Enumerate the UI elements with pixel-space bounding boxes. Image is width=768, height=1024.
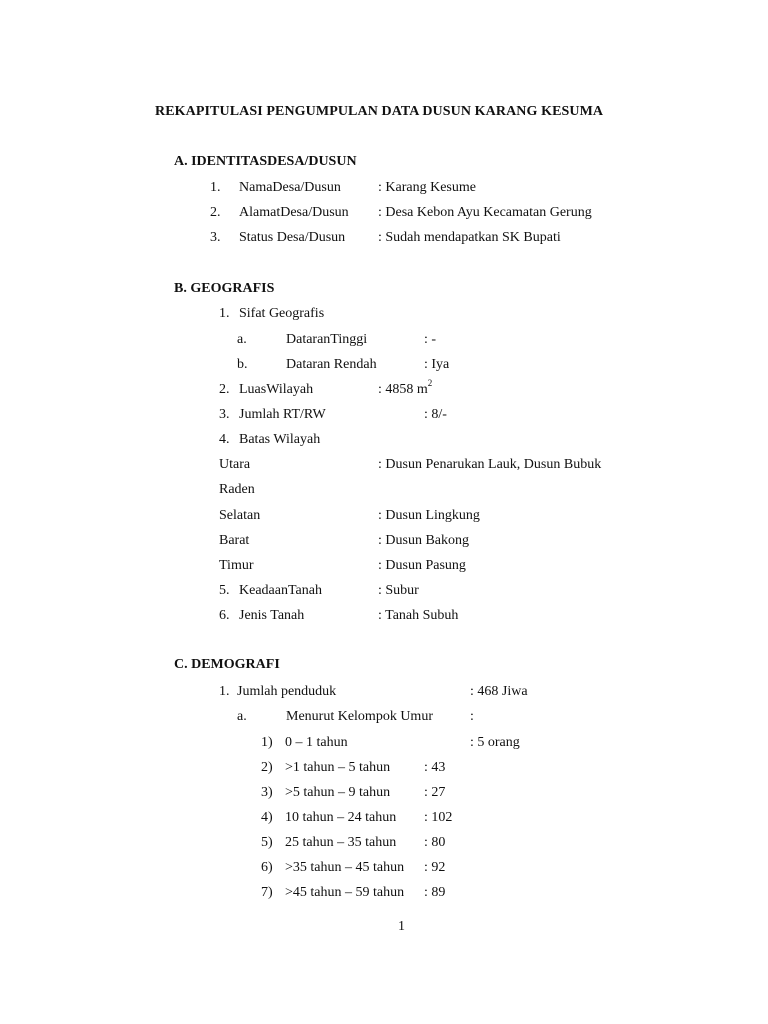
sifat-item-value: : Iya	[424, 357, 450, 372]
identity-item-number: 1.	[210, 180, 221, 195]
geo-item-label: Jenis Tanah	[239, 608, 305, 623]
sifat-item-label: DataranTinggi	[286, 332, 368, 347]
age-group-number: 5)	[261, 835, 273, 850]
batas-item-value: : Dusun Penarukan Lauk, Dusun Bubuk	[378, 457, 602, 472]
batas-item-label: Timur	[219, 558, 254, 573]
demo-item-label: Jumlah penduduk	[237, 684, 337, 699]
batas-item-continuation: Raden	[219, 482, 255, 497]
identity-item-label: AlamatDesa/Dusun	[239, 205, 349, 220]
demo-subitem-value: :	[470, 709, 474, 724]
sifat-item-letter: a.	[237, 332, 247, 347]
age-group-value: : 89	[424, 885, 446, 900]
demo-item-value: : 468 Jiwa	[470, 684, 528, 699]
age-group-value: : 5 orang	[470, 735, 520, 750]
batas-item-label: Selatan	[219, 508, 261, 523]
identity-item-label: NamaDesa/Dusun	[239, 180, 341, 195]
document-title: REKAPITULASI PENGUMPULAN DATA DUSUN KARANG KESUMA	[155, 104, 604, 119]
age-group-label: >5 tahun – 9 tahun	[285, 785, 391, 800]
page-number: 1	[398, 919, 405, 934]
geo-item-number: 6.	[219, 608, 230, 623]
sifat-item-letter: b.	[237, 357, 248, 372]
section-c-heading: C. DEMOGRAFI	[174, 657, 280, 672]
sifat-item-label: Dataran Rendah	[286, 357, 377, 372]
age-group-number: 7)	[261, 885, 273, 900]
geo-item-label: LuasWilayah	[239, 382, 314, 397]
batas-item-value: : Dusun Lingkung	[378, 508, 480, 523]
age-group-number: 2)	[261, 760, 273, 775]
geo-item-number: 2.	[219, 382, 230, 397]
geo-item-label: Sifat Geografis	[239, 306, 325, 321]
age-group-number: 6)	[261, 860, 273, 875]
geo-item-number: 4.	[219, 432, 230, 447]
identity-item-number: 3.	[210, 230, 221, 245]
age-group-label: 25 tahun – 35 tahun	[285, 835, 397, 850]
age-group-number: 4)	[261, 810, 273, 825]
batas-item-value: : Dusun Pasung	[378, 558, 466, 573]
age-group-number: 1)	[261, 735, 273, 750]
identity-item-number: 2.	[210, 205, 221, 220]
geo-item-number: 1.	[219, 306, 230, 321]
age-group-value: : 102	[424, 810, 453, 825]
age-group-label: >35 tahun – 45 tahun	[285, 860, 405, 875]
luas-wilayah-unit-exponent: 2	[427, 378, 433, 389]
demo-item-number: 1.	[219, 684, 230, 699]
age-group-value: : 43	[424, 760, 446, 775]
identity-item-value: : Desa Kebon Ayu Kecamatan Gerung	[378, 205, 592, 220]
age-group-value: : 27	[424, 785, 446, 800]
sifat-item-value: : -	[424, 332, 437, 347]
section-a-heading: A. IDENTITASDESA/DUSUN	[174, 154, 357, 169]
luas-wilayah-value	[378, 378, 433, 399]
geo-item-label: Jumlah RT/RW	[239, 407, 326, 422]
geo-item-label: KeadaanTanah	[239, 583, 322, 598]
geo-item-value: : Tanah Subuh	[378, 608, 459, 623]
age-group-label: 0 – 1 tahun	[285, 735, 348, 750]
age-group-value: : 80	[424, 835, 446, 850]
age-group-label: >1 tahun – 5 tahun	[285, 760, 391, 775]
geo-item-number: 5.	[219, 583, 230, 598]
geo-item-value: : 8/-	[424, 407, 447, 422]
geo-item-label: Batas Wilayah	[239, 432, 321, 447]
geo-item-value: : Subur	[378, 583, 419, 598]
luas-wilayah-text: : 4858 m	[378, 382, 428, 397]
demo-subitem-letter: a.	[237, 709, 247, 724]
batas-item-label: Utara	[219, 457, 251, 472]
age-group-number: 3)	[261, 785, 273, 800]
age-group-label: >45 tahun – 59 tahun	[285, 885, 405, 900]
age-group-value: : 92	[424, 860, 446, 875]
identity-item-label: Status Desa/Dusun	[239, 230, 346, 245]
section-b-heading: B. GEOGRAFIS	[174, 281, 275, 296]
geo-item-number: 3.	[219, 407, 230, 422]
batas-item-value: : Dusun Bakong	[378, 533, 469, 548]
identity-item-value: : Sudah mendapatkan SK Bupati	[378, 230, 561, 245]
demo-subitem-label: Menurut Kelompok Umur	[286, 709, 433, 724]
identity-item-value: : Karang Kesume	[378, 180, 476, 195]
age-group-label: 10 tahun – 24 tahun	[285, 810, 397, 825]
batas-item-label: Barat	[219, 533, 250, 548]
